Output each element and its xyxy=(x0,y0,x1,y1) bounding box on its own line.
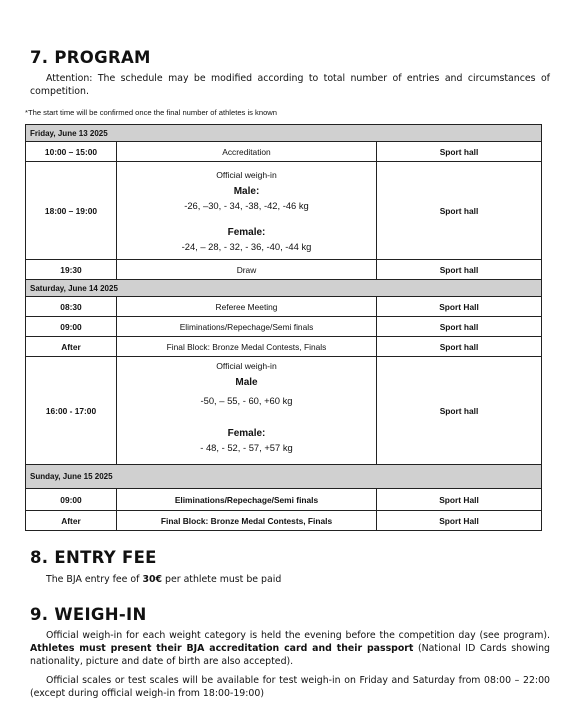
time-cell: 18:00 – 19:00 xyxy=(26,162,117,260)
table-row xyxy=(26,489,542,511)
weigh-in-p1-bold: Athletes must present their BJA accreditation card and their passport xyxy=(30,643,414,654)
activity-cell: Eliminations/Repechage/Semi finals xyxy=(117,317,377,337)
activity-cell: Referee Meeting xyxy=(117,297,377,317)
entry-fee-heading: 8. ENTRY FEE xyxy=(30,548,157,567)
note-asterisk: * xyxy=(25,108,28,117)
weigh-in-paragraph-2 xyxy=(30,674,550,700)
weigh-in-p2: Official scales or test scales will be available for test weigh-in on Friday and Saturday from 08:00 – 22:00 (except during official weigh-in from 18:00-19:00) xyxy=(30,675,550,699)
program-heading: 7. PROGRAM xyxy=(30,48,151,67)
weighin-cell xyxy=(117,357,377,465)
table-row-weighin xyxy=(26,357,542,465)
place-cell: Sport hall xyxy=(377,162,542,260)
place-cell: Sport Hall xyxy=(377,511,542,531)
entry-fee-before: The BJA entry fee of xyxy=(46,574,143,585)
time-cell: 08:30 xyxy=(26,297,117,317)
place-cell: Sport Hall xyxy=(377,489,542,511)
weigh-in-p1-a: Official weigh-in for each weight category is held the evening before the competition day (see program). xyxy=(46,630,550,641)
day-label: Saturday, June 14 2025 xyxy=(26,280,542,297)
weigh-in-paragraph-1 xyxy=(30,629,550,668)
day-row-saturday xyxy=(26,280,542,297)
place-cell: Sport hall xyxy=(377,260,542,280)
male-label: Male xyxy=(235,376,258,388)
time-cell: 09:00 xyxy=(26,489,117,511)
program-intro-text: Attention: The schedule may be modified according to total number of entries and circumstances of competition. xyxy=(30,73,550,97)
day-label: Friday, June 13 2025 xyxy=(26,125,542,142)
female-label: Female: xyxy=(227,226,266,238)
male-label: Male: xyxy=(233,185,260,197)
table-row xyxy=(26,511,542,531)
program-note xyxy=(25,108,277,117)
female-weights: -24, – 28, - 32, - 36, -40, -44 kg xyxy=(181,240,312,252)
schedule-table xyxy=(25,124,542,531)
table-row-weighin xyxy=(26,162,542,260)
activity-cell: Accreditation xyxy=(117,142,377,162)
entry-fee-after: per athlete must be paid xyxy=(162,574,282,585)
day-row-sunday xyxy=(26,465,542,489)
place-cell: Sport hall xyxy=(377,317,542,337)
program-intro xyxy=(30,72,550,98)
place-cell: Sport hall xyxy=(377,357,542,465)
time-cell: 09:00 xyxy=(26,317,117,337)
weigh-in-p1-b: (National ID Cards showing nationality, picture and date of birth are also accepted). xyxy=(30,643,550,667)
activity-cell: Eliminations/Repechage/Semi finals xyxy=(117,489,377,511)
entry-fee-amount: 30€ xyxy=(142,574,163,585)
activity-cell: Draw xyxy=(117,260,377,280)
entry-fee-text xyxy=(46,573,566,586)
activity-cell: Final Block: Bronze Medal Contests, Finals xyxy=(117,511,377,531)
table-row xyxy=(26,317,542,337)
male-weights: -50, – 55, - 60, +60 kg xyxy=(200,394,293,406)
place-cell: Sport hall xyxy=(377,142,542,162)
weigh-in-heading: 9. WEIGH-IN xyxy=(30,605,147,624)
table-row xyxy=(26,297,542,317)
place-cell: Sport hall xyxy=(377,337,542,357)
day-label: Sunday, June 15 2025 xyxy=(26,465,542,489)
time-cell: 19:30 xyxy=(26,260,117,280)
table-row xyxy=(26,337,542,357)
time-cell: After xyxy=(26,511,117,531)
table-row xyxy=(26,142,542,162)
female-weights: - 48, - 52, - 57, +57 kg xyxy=(200,441,293,453)
weighin-title: Official weigh-in xyxy=(216,360,277,371)
weighin-cell xyxy=(117,162,377,260)
male-weights: -26, –30, - 34, -38, -42, -46 kg xyxy=(184,199,309,211)
weighin-title: Official weigh-in xyxy=(216,169,277,180)
time-cell: 16:00 - 17:00 xyxy=(26,357,117,465)
time-cell: 10:00 – 15:00 xyxy=(26,142,117,162)
time-cell: After xyxy=(26,337,117,357)
place-cell: Sport Hall xyxy=(377,297,542,317)
day-row-friday xyxy=(26,125,542,142)
female-label: Female: xyxy=(227,427,266,439)
note-text: The start time will be confirmed once the final number of athletes is known xyxy=(27,108,277,117)
activity-cell: Final Block: Bronze Medal Contests, Finals xyxy=(117,337,377,357)
table-row xyxy=(26,260,542,280)
